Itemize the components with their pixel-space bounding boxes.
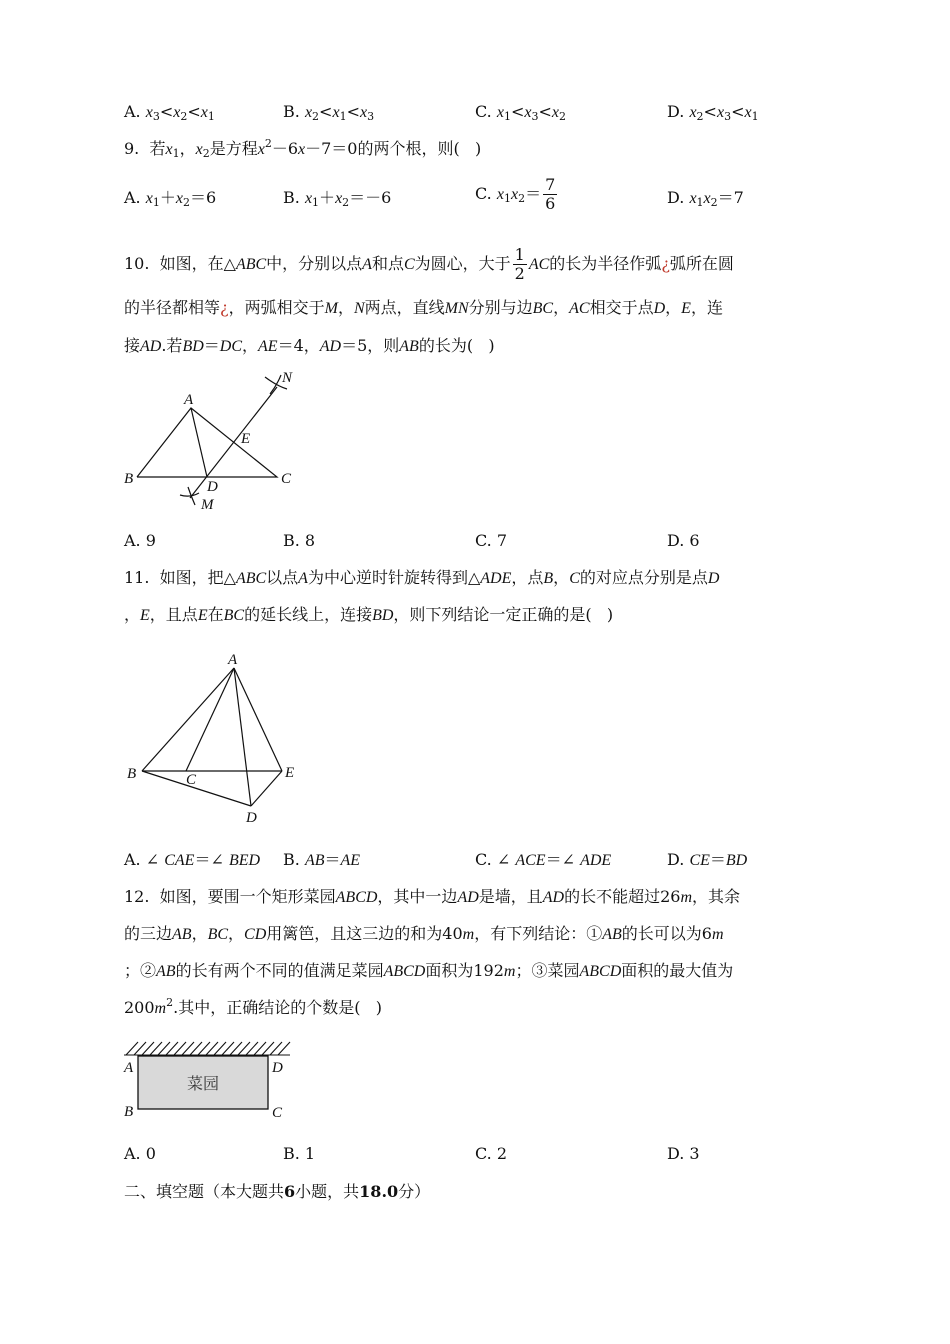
q12-stem-line4: $200m^2$.其中，正确结论的个数是( ) [124,996,382,1017]
q10-option-d[interactable]: D. 6 [667,531,700,550]
q11-stem-line2: ，E，且点E在BC的延长线上，连接BD，则下列结论一定正确的是( ) [124,605,614,624]
label-E: E [285,765,295,781]
q9-option-a[interactable]: A. $x_1+x_2=6$ [124,188,217,209]
q10-option-c[interactable]: C. 7 [475,531,508,550]
q8-option-d[interactable]: D. $x_2<x_3<x_1$ [667,102,759,123]
label-D: D [207,479,218,495]
q9-option-c[interactable]: C. $x_1x_2=$ $\frac{7}{6}$ [475,175,556,213]
q8-option-a[interactable]: A. $x_3<x_2<x_1$ [124,102,215,123]
q12-option-d[interactable]: D. 3 [667,1144,700,1163]
label-N: N [282,370,293,386]
label-A: A [124,1060,134,1076]
garden-label: 菜园 [187,1074,220,1093]
label-C: C [272,1105,283,1121]
q11-option-a[interactable]: A. ∠ CAE＝∠ BED [124,850,261,869]
q12-option-c[interactable]: C. 2 [475,1144,508,1163]
fraction-1-2: $\frac{1}{2}$ [514,245,525,283]
q12-option-b[interactable]: B. 1 [283,1144,316,1163]
label-C: C [186,772,197,788]
label-B: B [124,471,134,487]
label-A: A [184,392,194,408]
q10-stem-line1: 10. 如图，在△ABC中，分别以点A和点C为圆心，大于 $\frac{1}{2}$ AC的长为半径作弧¿弧所在圆 [124,245,734,283]
label-B: B [124,1104,134,1120]
q12-stem-line3: ；②AB的长有两个不同的值满足菜园ABCD面积为192m；③菜园ABCD面积的最大值为 [124,961,734,980]
q11-stem-line1: 11. 如图，把△ABC以点A为中心逆时针旋转得到△ADE，点B，C的对应点分别是点D [124,568,720,587]
q9-option-d[interactable]: D. $x_1x_2=7$ [667,188,744,209]
q8-option-c[interactable]: C. $x_1<x_3<x_2$ [475,102,566,123]
q10-option-b[interactable]: B. 8 [283,531,316,550]
label-D: D [272,1060,283,1076]
q12-stem-line1: 12. 如图，要围一个矩形菜园ABCD，其中一边AD是墙，且AD的长不能超过26m，其余 [124,887,741,906]
label-B: B [127,766,137,782]
section-2-heading: 二、填空题（本大题共6小题，共18.0分） [124,1182,431,1201]
q11-option-c[interactable]: C. ∠ ACE＝∠ ADE [475,850,612,869]
q11-option-b[interactable]: B. AB＝AE [283,850,361,869]
q11-option-d[interactable]: D. CE＝BD [667,850,748,869]
label-D: D [246,810,257,826]
q10-stem-line2: 的半径都相等¿，两弧相交于M，N两点，直线MN分别与边BC，AC相交于点D，E，连 [124,298,723,317]
fraction-7-6: $\frac{7}{6}$ [545,175,556,213]
q10-stem-line3: 接AD.若BD＝DC，AE＝4，AD＝5，则AB的长为( ) [124,336,495,355]
label-C: C [281,471,292,487]
q10-option-a[interactable]: A. 9 [124,531,156,550]
q12-stem-line2: 的三边AB，BC，CD用篱笆，且这三边的和为40m，有下列结论：①AB的长可以为6m [124,924,724,943]
q8-option-b[interactable]: B. $x_2<x_1<x_3$ [283,102,375,123]
label-A: A [228,652,238,668]
wall-hatching [124,1042,290,1055]
q9-option-b[interactable]: B. $x_1+x_2=-6$ [283,188,392,209]
q12-option-a[interactable]: A. 0 [124,1144,156,1163]
label-M: M [201,497,214,513]
label-E: E [241,431,251,447]
q9-stem: 9. 若$x_1$，$x_2$是方程$x^2-6x-7=0$的两个根，则( ) [124,137,482,160]
